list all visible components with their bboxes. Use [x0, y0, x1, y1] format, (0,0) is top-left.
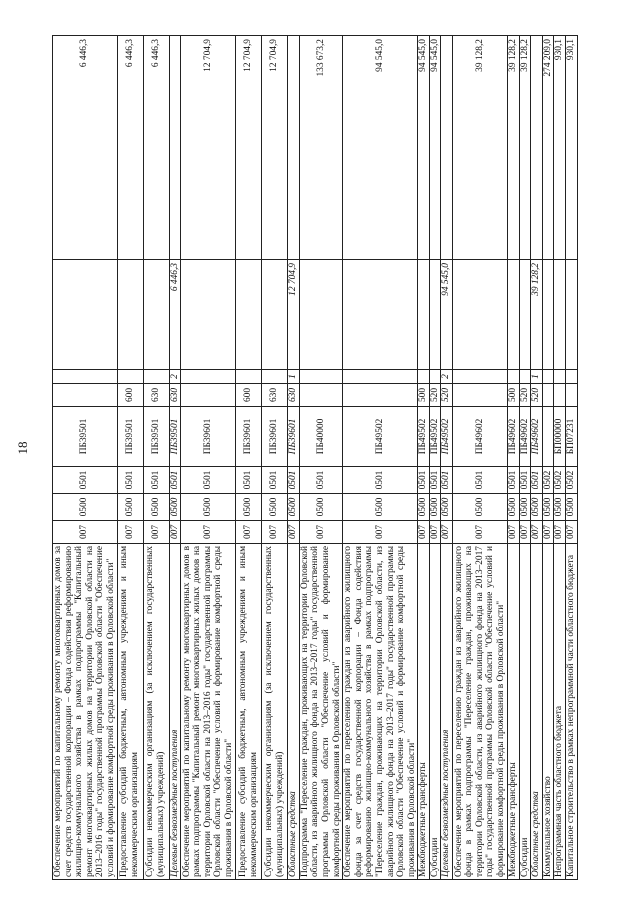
cell-n — [53, 370, 118, 384]
cell-rz: 0500 — [169, 494, 181, 521]
cell-ved: 007 — [143, 521, 169, 544]
cell-desc: Коммунальное хозяйство — [542, 544, 554, 880]
cell-vr — [343, 384, 418, 407]
cell-total: 39 128,2 — [508, 36, 520, 260]
cell-total: 133 673,2 — [299, 36, 342, 260]
cell-ved: 007 — [554, 521, 566, 544]
cell-pr: 0501 — [418, 467, 430, 494]
cell-ved: 007 — [236, 521, 262, 544]
cell-n: 2 — [169, 370, 181, 384]
cell-n — [508, 370, 520, 384]
table-row — [117, 36, 143, 880]
cell-ved: 007 — [531, 521, 543, 544]
cell-total: 274 209,0 — [542, 36, 554, 260]
cell-n: 1 — [288, 370, 300, 384]
cell-ved: 007 — [453, 521, 508, 544]
cell-total — [288, 36, 300, 260]
cell-vr: 520 — [531, 384, 543, 407]
cell-csr: ПБ49602 — [531, 407, 543, 467]
cell-rz: 0500 — [262, 494, 288, 521]
cell-pr: 0501 — [429, 467, 441, 494]
cell-rz: 0500 — [117, 494, 143, 521]
table-row — [53, 36, 118, 880]
cell-total: 6 446,3 — [143, 36, 169, 260]
cell-csr: ПБ39601 — [288, 407, 300, 467]
cell-csr: ПБ39501 — [169, 407, 181, 467]
cell-pr: 0501 — [181, 467, 236, 494]
cell-ved: 007 — [299, 521, 342, 544]
cell-desc: Целевые безвозмездные поступления — [441, 544, 453, 880]
cell-sum — [508, 260, 520, 370]
cell-total: 6 446,3 — [117, 36, 143, 260]
cell-n — [143, 370, 169, 384]
cell-desc: Областные средства — [288, 544, 300, 880]
cell-n — [542, 370, 554, 384]
cell-desc: Обеспечение мероприятий по капитальному ремонту многоквартирных домов за счет средств государственной корпорации – Фонда содействия реформированию жилищно-коммунального хозяйства в рамках подпрограммы "Капитальный ремонт многоквартирных жилых домов на территории Орловской области на 2013–2016 годы" государственной программы Орловской области "Обеспечение условий и формирование комфортной среды проживания в Орловской области" — [53, 544, 118, 880]
cell-rz: 0500 — [418, 494, 430, 521]
table-body — [53, 36, 578, 880]
cell-sum — [519, 260, 531, 370]
cell-sum — [181, 260, 236, 370]
cell-sum — [554, 260, 566, 370]
cell-vr — [181, 384, 236, 407]
cell-csr: ПБ39501 — [53, 407, 118, 467]
cell-vr: 520 — [519, 384, 531, 407]
cell-sum — [566, 260, 578, 370]
cell-ved: 007 — [53, 521, 118, 544]
cell-pr: 0501 — [262, 467, 288, 494]
cell-ved: 007 — [441, 521, 453, 544]
cell-rz: 0500 — [519, 494, 531, 521]
table-row — [418, 36, 430, 880]
cell-vr — [566, 384, 578, 407]
cell-total: 39 128,2 — [453, 36, 508, 260]
cell-total: 94 545,0 — [343, 36, 418, 260]
cell-n — [418, 370, 430, 384]
cell-n — [117, 370, 143, 384]
cell-rz: 0500 — [343, 494, 418, 521]
cell-ved: 007 — [181, 521, 236, 544]
cell-pr: 0501 — [519, 467, 531, 494]
cell-vr — [299, 384, 342, 407]
cell-total: 6 446,3 — [53, 36, 118, 260]
cell-desc: Подпрограмма "Переселение граждан, проживающих на территории Орловской области, из аварийного жилищного фонда на 2013–2017 годы" государственной программы Орловской области "Обеспечение условий и формирование комфортной среды проживания в Орловской области" — [299, 544, 342, 880]
cell-desc: Межбюджетные трансферты — [418, 544, 430, 880]
cell-pr: 0501 — [169, 467, 181, 494]
cell-total — [531, 36, 543, 260]
cell-pr: 0501 — [508, 467, 520, 494]
cell-ved: 007 — [343, 521, 418, 544]
budget-table — [52, 35, 578, 880]
cell-vr — [53, 384, 118, 407]
table-row — [299, 36, 342, 880]
cell-csr: БП00000 — [554, 407, 566, 467]
cell-rz: 0500 — [288, 494, 300, 521]
cell-desc: Областные средства — [531, 544, 543, 880]
cell-pr: 0501 — [53, 467, 118, 494]
cell-total — [441, 36, 453, 260]
cell-csr: ПБ49502 — [418, 407, 430, 467]
cell-csr: ПБ49502 — [429, 407, 441, 467]
cell-vr: 630 — [262, 384, 288, 407]
cell-sum — [236, 260, 262, 370]
table-row — [343, 36, 418, 880]
cell-n — [453, 370, 508, 384]
table-row — [508, 36, 520, 880]
cell-desc: Предоставление субсидий бюджетным, автономным учреждениям и иным некоммерческим организациям — [117, 544, 143, 880]
cell-csr: ПБ49602 — [453, 407, 508, 467]
table-row — [554, 36, 566, 880]
cell-sum — [299, 260, 342, 370]
cell-sum: 39 128,2 — [531, 260, 543, 370]
cell-csr: ПБ40000 — [299, 407, 342, 467]
cell-pr: 0501 — [236, 467, 262, 494]
cell-rz: 0500 — [181, 494, 236, 521]
cell-vr — [554, 384, 566, 407]
cell-ved: 007 — [288, 521, 300, 544]
table-row — [531, 36, 543, 880]
cell-sum — [262, 260, 288, 370]
cell-ved: 007 — [566, 521, 578, 544]
cell-desc: Капитальное строительство в рамках непрограммной части областного бюджета — [566, 544, 578, 880]
cell-sum — [453, 260, 508, 370]
rotated-page — [52, 36, 578, 880]
cell-rz: 0500 — [508, 494, 520, 521]
cell-pr: 0502 — [566, 467, 578, 494]
cell-vr: 500 — [418, 384, 430, 407]
cell-pr: 0501 — [531, 467, 543, 494]
cell-total: 930,1 — [554, 36, 566, 260]
cell-desc: Субсидии — [519, 544, 531, 880]
cell-vr — [453, 384, 508, 407]
cell-total: 94 545,0 — [418, 36, 430, 260]
cell-desc: Предоставление субсидий бюджетным, автономным учреждениям и иным некоммерческим организациям — [236, 544, 262, 880]
cell-pr: 0502 — [542, 467, 554, 494]
cell-ved: 007 — [542, 521, 554, 544]
cell-total: 12 704,9 — [236, 36, 262, 260]
cell-desc: Обеспечение мероприятий по переселению граждан из аварийного жилищного фонда в рамках подпрограммы "Переселение граждан, проживающих на территории Орловской области, из аварийного жилищного фонда на 2013–2017 годы" государственной программы Орловской области "Обеспечение условий и формирование комфортной среды проживания в Орловской области" — [453, 544, 508, 880]
cell-pr: 0501 — [343, 467, 418, 494]
table-row — [519, 36, 531, 880]
cell-vr: 500 — [508, 384, 520, 407]
table-row — [181, 36, 236, 880]
cell-rz: 0500 — [441, 494, 453, 521]
cell-ved: 007 — [508, 521, 520, 544]
cell-pr: 0501 — [117, 467, 143, 494]
cell-rz: 0500 — [453, 494, 508, 521]
cell-ved: 007 — [519, 521, 531, 544]
cell-pr: 0502 — [554, 467, 566, 494]
cell-rz: 0500 — [429, 494, 441, 521]
cell-rz: 0500 — [53, 494, 118, 521]
cell-vr: 630 — [288, 384, 300, 407]
cell-pr: 0501 — [299, 467, 342, 494]
cell-desc: Межбюджетные трансферты — [508, 544, 520, 880]
cell-csr: ПБ39501 — [143, 407, 169, 467]
cell-rz: 0500 — [554, 494, 566, 521]
cell-desc: Субсидии — [429, 544, 441, 880]
cell-sum: 94 545,0 — [441, 260, 453, 370]
table-row — [429, 36, 441, 880]
cell-pr: 0501 — [441, 467, 453, 494]
cell-n — [519, 370, 531, 384]
cell-rz: 0500 — [531, 494, 543, 521]
cell-total: 930,1 — [566, 36, 578, 260]
cell-n — [262, 370, 288, 384]
cell-pr: 0501 — [453, 467, 508, 494]
cell-n — [429, 370, 441, 384]
cell-sum — [53, 260, 118, 370]
cell-sum — [429, 260, 441, 370]
cell-pr: 0501 — [288, 467, 300, 494]
cell-csr: ПБ39501 — [117, 407, 143, 467]
cell-vr: 630 — [143, 384, 169, 407]
cell-desc: Непрограммная часть областного бюджета — [554, 544, 566, 880]
cell-ved: 007 — [262, 521, 288, 544]
table-row — [169, 36, 181, 880]
cell-total: 12 704,9 — [262, 36, 288, 260]
cell-vr: 520 — [441, 384, 453, 407]
table-row — [566, 36, 578, 880]
cell-pr: 0501 — [143, 467, 169, 494]
cell-csr: ПБ49602 — [508, 407, 520, 467]
cell-rz: 0500 — [236, 494, 262, 521]
table-row — [288, 36, 300, 880]
cell-csr: ПБ49602 — [519, 407, 531, 467]
cell-rz: 0500 — [299, 494, 342, 521]
cell-csr: ПБ39601 — [181, 407, 236, 467]
cell-ved: 007 — [429, 521, 441, 544]
cell-csr: ПБ49502 — [343, 407, 418, 467]
cell-n — [554, 370, 566, 384]
cell-csr — [542, 407, 554, 467]
cell-desc: Целевые безвозмездные поступления — [169, 544, 181, 880]
cell-n — [236, 370, 262, 384]
cell-n — [181, 370, 236, 384]
cell-n: 2 — [441, 370, 453, 384]
table-row — [453, 36, 508, 880]
cell-n — [566, 370, 578, 384]
cell-sum — [418, 260, 430, 370]
cell-desc: Субсидии некоммерческим организациям (за исключением государственных (муниципальных) учреждений) — [262, 544, 288, 880]
cell-vr: 600 — [117, 384, 143, 407]
cell-desc: Субсидии некоммерческим организациям (за исключением государственных (муниципальных) учреждений) — [143, 544, 169, 880]
cell-total: 39 128,2 — [519, 36, 531, 260]
cell-vr — [542, 384, 554, 407]
cell-csr: ПБ39601 — [262, 407, 288, 467]
cell-desc: Обеспечение мероприятий по капитальному ремонту многоквартирных домов в рамках подпрограммы "Капитальный ремонт многоквартирных жилых домов на территории Орловской области на 2013–2016 годы" государственной программы Орловской области "Обеспечение условий и формирование комфортной среды проживания в Орловской области" — [181, 544, 236, 880]
cell-ved: 007 — [117, 521, 143, 544]
cell-sum: 12 704,9 — [288, 260, 300, 370]
cell-ved: 007 — [169, 521, 181, 544]
cell-sum — [143, 260, 169, 370]
cell-rz: 0500 — [143, 494, 169, 521]
cell-n — [343, 370, 418, 384]
cell-sum: 6 446,3 — [169, 260, 181, 370]
cell-csr: ПБ49502 — [441, 407, 453, 467]
cell-vr: 630 — [169, 384, 181, 407]
table-row — [236, 36, 262, 880]
page-number: 18 — [15, 441, 30, 455]
cell-rz: 0500 — [542, 494, 554, 521]
cell-sum — [343, 260, 418, 370]
cell-ved: 007 — [418, 521, 430, 544]
table-row — [542, 36, 554, 880]
cell-vr: 520 — [429, 384, 441, 407]
cell-n — [299, 370, 342, 384]
table-row — [262, 36, 288, 880]
cell-total: 94 545,0 — [429, 36, 441, 260]
cell-desc: Обеспечение мероприятий по переселению граждан из аварийного жилищного фонда за счет средств государственной корпорации – Фонда содействия реформированию жилищно-коммунального хозяйства в рамках подпрограммы "Переселение граждан, проживающих на территории Орловской области, из аварийного жилищного фонда на 2013–2017 годы" государственной программы Орловской области "Обеспечение условий и формирование комфортной среды проживания в Орловской области" — [343, 544, 418, 880]
cell-vr: 600 — [236, 384, 262, 407]
cell-n: 1 — [531, 370, 543, 384]
cell-csr: БП07231 — [566, 407, 578, 467]
cell-csr: ПБ39601 — [236, 407, 262, 467]
cell-total — [169, 36, 181, 260]
cell-sum — [542, 260, 554, 370]
cell-rz: 0500 — [566, 494, 578, 521]
table-row — [441, 36, 453, 880]
table-row — [143, 36, 169, 880]
cell-total: 12 704,9 — [181, 36, 236, 260]
cell-sum — [117, 260, 143, 370]
